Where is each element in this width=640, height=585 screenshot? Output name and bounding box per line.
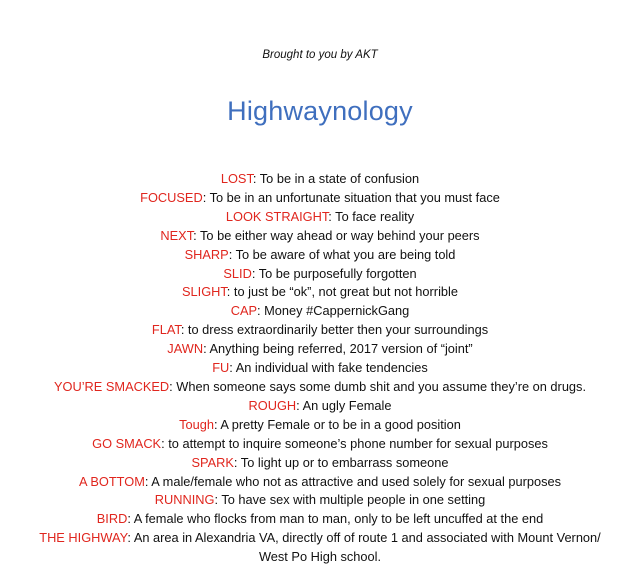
definition-term: ROUGH [248,397,297,413]
definition-term: FU [212,360,230,376]
definition-item [0,416,640,435]
definition-meaning: Anything being referred, 2017 version of “joint” [206,341,473,357]
definition-meaning: A female who flocks from man to man, only to be left uncuffed at the end [130,511,544,527]
definition-item [0,170,640,189]
definition-term: BIRD [96,511,128,527]
definition-item [0,510,640,529]
definition-item [0,208,640,227]
definition-meaning: to just be “ok”, not great but not horrible [230,284,458,300]
definition-item [0,321,640,340]
definition-term: SLID [223,265,252,281]
definition-separator: : [214,492,219,508]
definition-item [0,246,640,265]
definition-item [0,454,640,473]
definition-item [0,359,640,378]
definition-item [0,265,640,284]
definition-separator: : [180,322,185,338]
definition-term: A BOTTOM [78,473,145,489]
definition-separator: : [233,454,238,470]
definition-separator: : [228,246,233,262]
definition-meaning: An area in Alexandria VA, directly off of route 1 and associated with Mount Vernon/ West Po High school. [130,530,601,565]
definition-separator: : [203,341,207,357]
definition-meaning: To be aware of what you are being told [232,246,456,262]
definition-separator: : [144,473,149,489]
definition-separator: : [252,171,257,186]
definition-item [0,529,640,567]
definition-item [0,227,640,246]
definition-term: LOST [220,171,253,186]
definition-term: JAWN [167,341,204,357]
definition-separator: : [161,435,165,451]
definition-separator: : [226,284,231,300]
definition-separator: : [193,227,197,243]
definition-meaning: An individual with fake tendencies [232,360,428,376]
definition-meaning: To light up or to embarrass someone [237,454,449,470]
definition-term: FLAT [151,322,181,338]
definition-term: FOCUSED [140,189,203,205]
definition-meaning: When someone says some dumb shit and you assume they’re on drugs. [172,378,587,394]
definition-separator: : [251,265,256,281]
definition-item [0,302,640,321]
definition-item [0,397,640,416]
definition-meaning: A pretty Female or to be in a good position [217,416,461,432]
definition-separator: : [127,511,131,527]
definition-term: NEXT [160,227,194,243]
definition-separator: : [328,208,332,224]
definition-term: SLIGHT [181,284,227,300]
definition-term: SHARP [184,246,229,262]
definition-item [0,340,640,359]
definition-term: LOOK STRAIGHT [225,208,329,224]
definition-list [0,170,640,567]
definition-item [0,189,640,208]
definition-meaning: To be in a state of confusion [256,171,420,186]
definition-meaning: to dress extraordinarily better then your surroundings [184,322,489,338]
definition-separator: : [296,397,300,413]
definition-item [0,473,640,492]
definition-separator: : [257,303,261,319]
definition-separator: : [127,530,131,546]
definition-meaning: To have sex with multiple people in one setting [218,492,486,508]
definition-meaning: To be either way ahead or way behind your peers [196,227,480,243]
definition-meaning: To face reality [331,208,415,224]
definition-meaning: An ugly Female [299,397,392,413]
definition-term: GO SMACK [92,435,162,451]
definition-separator: : [202,189,207,205]
definition-item [0,283,640,302]
definition-meaning: A male/female who not as attractive and used solely for sexual purposes [148,473,562,489]
definition-term: CAP [230,303,258,319]
definition-term: RUNNING [154,492,215,508]
definition-meaning: To be in an unfortunate situation that you must face [206,189,500,205]
definition-separator: : [229,360,233,376]
definition-meaning: to attempt to inquire someone’s phone number for sexual purposes [164,435,548,451]
definition-term: THE HIGHWAY [39,530,128,546]
definition-item [0,491,640,510]
definition-meaning: To be purposefully forgotten [255,265,417,281]
definition-term: SPARK [191,454,234,470]
definition-separator: : [169,378,173,394]
page-title: Highwaynology [227,96,413,126]
definition-item [0,378,640,397]
definition-item [0,435,640,454]
definition-term: Tough [179,416,214,432]
definition-term: YOU’RE SMACKED [53,378,170,394]
definition-meaning: Money #CappernickGang [260,303,410,319]
definition-separator: : [214,416,218,432]
byline: Brought to you by AKT [262,49,378,61]
